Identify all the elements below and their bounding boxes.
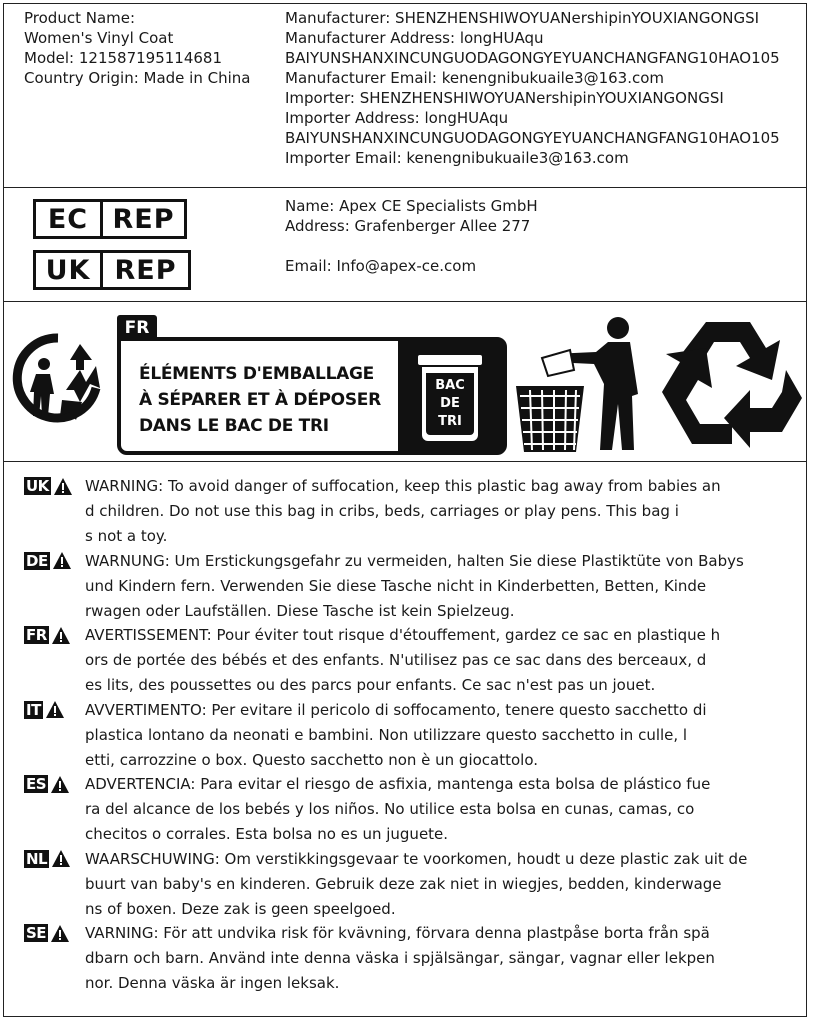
warning-line: ns of boxen. Deze zak is geen speelgoed. xyxy=(85,899,396,918)
bin-label-line-1: BAC xyxy=(435,378,465,393)
warning-triangle-icon xyxy=(46,701,64,718)
country-flag xyxy=(24,924,69,942)
importer-email: Importer Email: kenengnibukuaile3@163.com xyxy=(285,149,629,167)
product-label xyxy=(3,3,807,1017)
warning-text xyxy=(85,623,785,698)
country-code: DE xyxy=(26,551,48,570)
rep-section xyxy=(4,188,806,302)
rep-details xyxy=(285,196,538,276)
ec-rep-logo xyxy=(33,199,187,239)
recycle-arrows-icon xyxy=(654,308,804,456)
importer-address: Importer Address: longHUAqu xyxy=(285,109,509,127)
warning-line: AVVERTIMENTO: Per evitare il pericolo di soffocamento, tenere questo sacchetto di xyxy=(85,700,707,719)
warning-line: WARNUNG: Um Erstickungsgefahr zu vermeiden, halten Sie diese Plastiktüte von Babys xyxy=(85,551,744,570)
country-flag xyxy=(24,850,70,868)
manufacturer-name: Manufacturer: SHENZHENSHIWOYUANershipinYOUXIANGONGSI xyxy=(285,9,760,27)
warning-line: buurt van baby's en kinderen. Gebruik deze zak niet in wiegjes, bedden, kinderwage xyxy=(85,874,722,893)
bin-label-line-3: TRI xyxy=(438,414,462,429)
warning-line: AVERTISSEMENT: Pour éviter tout risque d'étouffement, gardez ce sac en plastique h xyxy=(85,626,721,644)
warning-line: checitos o corrales. Esta bolsa no es un juguete. xyxy=(85,825,449,843)
country-code: NL xyxy=(26,849,48,868)
bin-body xyxy=(422,367,478,441)
warning-triangle-icon xyxy=(53,552,71,569)
warning-line: nor. Denna väska är ingen leksak. xyxy=(85,974,340,992)
info-section xyxy=(4,4,806,188)
warning-line: ra del alcance de los bebés y los niños. No utilice esta bolsa en cunas, camas, co xyxy=(85,800,695,818)
warning-line: VARNING: För att undvika risk för kvävning, förvara denna plastpåse borta från spä xyxy=(85,924,710,942)
product-info xyxy=(24,8,274,88)
product-name-value: Women's Vinyl Coat xyxy=(24,29,174,47)
warning-line: WARNING: To avoid danger of suffocation, keep this plastic bag away from babies an xyxy=(85,477,721,495)
country-code: UK xyxy=(26,477,49,495)
bin-label xyxy=(426,373,474,435)
rep-address: Address: Grafenberger Allee 277 xyxy=(285,217,531,235)
importer-address-cont: BAIYUNSHANXINCUNGUODAGONGYEYUANCHANGFANG10HAO105 xyxy=(285,129,780,147)
warning-text xyxy=(85,921,785,996)
warning-triangle-icon xyxy=(51,925,69,942)
warning-line: dbarn och barn. Använd inte denna väska i spjälsängar, sängar, vagnar eller lekpen xyxy=(85,949,715,967)
manufacturer-email: Manufacturer Email: kenengnibukuaile3@163.com xyxy=(285,69,665,87)
sorting-line-3: DANS LE BAC DE TRI xyxy=(139,416,329,436)
product-name-heading: Product Name: xyxy=(24,9,136,27)
warning-text xyxy=(85,549,785,624)
bin-lid xyxy=(418,355,482,365)
warning-line: es lits, des poussettes ou des parcs pour enfants. Ce sac n'est pas un jouet. xyxy=(85,676,656,694)
country-flag xyxy=(24,477,72,495)
warning-line: s not a toy. xyxy=(85,527,168,545)
country-code: SE xyxy=(26,924,47,942)
warning-line: rwagen oder Laufställen. Diese Tasche ist kein Spielzeug. xyxy=(85,601,515,620)
country-origin: Country Origin: Made in China xyxy=(24,69,251,87)
warning-line: und Kindern fern. Verwenden Sie diese Tasche nicht in Kinderbetten, Betten, Kinde xyxy=(85,576,707,595)
warning-line: etti, carrozzine o box. Questo sacchetto non è un giocattolo. xyxy=(85,750,539,769)
warning-triangle-icon xyxy=(52,850,70,867)
uk-rep-logo xyxy=(33,250,191,290)
manufacturer-info xyxy=(285,8,807,168)
fr-badge: FR xyxy=(117,315,157,341)
ec-rep-left: EC xyxy=(36,202,103,236)
warning-triangle-icon xyxy=(51,776,69,793)
recycling-section xyxy=(4,302,806,462)
sorting-line-1: ÉLÉMENTS D'EMBALLAGE xyxy=(139,364,374,384)
warning-text xyxy=(85,772,785,847)
uk-rep-right: REP xyxy=(114,254,177,286)
ec-rep-right: REP xyxy=(112,203,175,235)
warning-triangle-icon xyxy=(52,627,70,644)
warnings-section xyxy=(4,462,806,1016)
sorting-instructions xyxy=(139,361,381,439)
warning-line: WAARSCHUWING: Om verstikkingsgevaar te voorkomen, houdt u deze plastic zak uit de xyxy=(85,849,748,868)
warning-line: d children. Do not use this bag in cribs, beds, carriages or play pens. This bag i xyxy=(85,502,679,520)
warning-text xyxy=(85,698,785,773)
warning-line: plastica lontano da neonati e bambini. Non utilizzare questo sacchetto in culle, l xyxy=(85,725,688,744)
rep-spacer xyxy=(285,236,538,256)
manufacturer-address: Manufacturer Address: longHUAqu xyxy=(285,29,544,47)
country-flag xyxy=(24,626,70,644)
country-code: ES xyxy=(26,775,47,793)
uk-rep-left: UK xyxy=(36,253,103,287)
country-flag xyxy=(24,775,69,793)
rep-name: Name: Apex CE Specialists GmbH xyxy=(285,197,538,215)
triman-person-recycle-icon xyxy=(10,330,106,426)
tidyman-bin-icon xyxy=(512,314,648,454)
country-flag xyxy=(24,552,71,570)
warning-line: ors de portée des bébés et des enfants. N'utilisez pas ce sac dans des berceaux, d xyxy=(85,651,707,669)
bin-panel xyxy=(398,341,503,451)
country-code: IT xyxy=(26,700,41,719)
warning-triangle-icon xyxy=(54,478,72,495)
bin-label-line-2: DE xyxy=(440,396,460,411)
rep-email: Email: Info@apex-ce.com xyxy=(285,257,477,275)
importer-name: Importer: SHENZHENSHIWOYUANershipinYOUXIANGONGSI xyxy=(285,89,724,107)
warning-text xyxy=(85,847,785,922)
model-number: Model: 121587195114681 xyxy=(24,49,223,67)
country-code: FR xyxy=(26,626,47,644)
sorting-line-2: À SÉPARER ET À DÉPOSER xyxy=(139,390,381,410)
sorting-info-panel xyxy=(117,337,507,455)
manufacturer-address-cont: BAIYUNSHANXINCUNGUODAGONGYEYUANCHANGFANG10HAO105 xyxy=(285,49,780,67)
warning-text xyxy=(85,474,785,549)
country-flag xyxy=(24,701,64,719)
warning-line: ADVERTENCIA: Para evitar el riesgo de asfixia, mantenga esta bolsa de plástico fue xyxy=(85,775,711,793)
